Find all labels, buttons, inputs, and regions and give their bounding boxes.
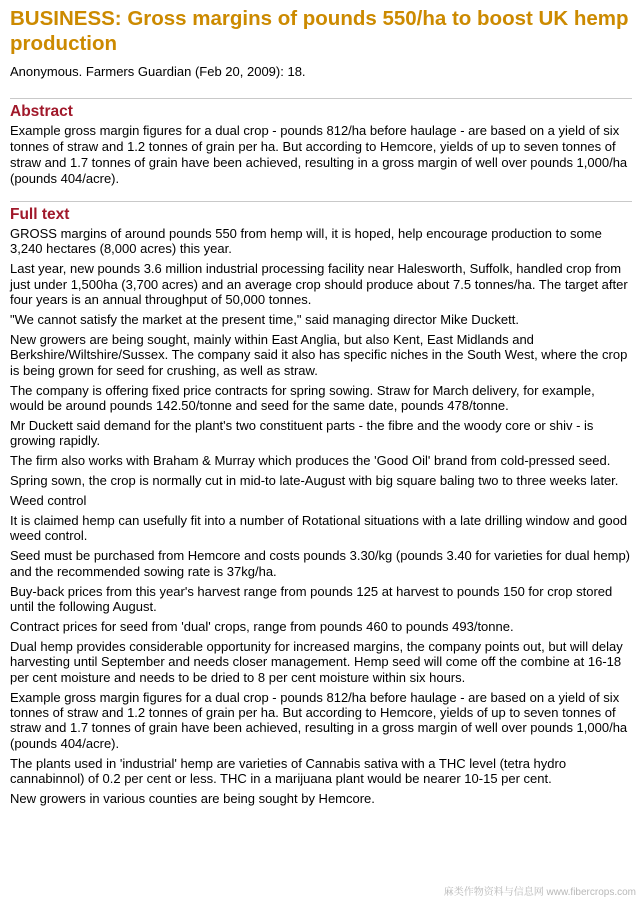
- fulltext-paragraph: The plants used in 'industrial' hemp are varieties of Cannabis sativa with a THC level (tetra hydro cannabinnol) of 0.2 per cent or less. THC in a marijuana plant would be nearer 10-15 per cent.: [10, 755, 567, 787]
- fulltext-paragraph: GROSS margins of around pounds 550 from hemp will, it is hoped, help encourage production to some 3,240 hectares (8,000 acres) this year.: [10, 226, 602, 257]
- site-watermark: 麻类作物资料与信息网 www.fibercrops.com: [443, 887, 636, 898]
- fulltext-paragraph: Contract prices for seed from 'dual' crops, range from pounds 460 to pounds 493/tonne.: [10, 618, 514, 634]
- fulltext-paragraph: Spring sown, the crop is normally cut in mid-to late-August with big square baling two to three weeks later.: [10, 473, 619, 489]
- article-title: BUSINESS: Gross margins of pounds 550/ha to boost UK hemp production: [10, 7, 629, 55]
- fulltext-paragraph: It is claimed hemp can usefully fit into a number of Rotational situations with a late drilling window and good weed control.: [10, 513, 628, 544]
- fulltext-paragraph: The company is offering fixed price contracts for spring sowing. Straw for March delivery, for example, would be around pounds 142.50/tonne and seed for the same date, pounds 478/tonne.: [10, 382, 595, 414]
- abstract-text: Example gross margin figures for a dual crop - pounds 812/ha before haulage - are based on a yield of six tonnes of straw and 1.2 tonnes of grain per ha. But according to Hemcore, yields of up to seven tonnes of straw and 1.7 tonnes of grain have been achieved, resulting in a gross margin of well over pounds 1,000/ha (pounds 404/acre).: [10, 123, 628, 186]
- fulltext-paragraph: Last year, new pounds 3.6 million industrial processing facility near Halesworth, Suffolk, handled crop from just under 1,500ha (3,700 acres) and an average crop should produce about 7.5 tonnes/ha. The target after four years is an annual throughput of 50,000 tonnes.: [10, 261, 628, 308]
- fulltext-body: [10, 226, 632, 806]
- fulltext-paragraph: Buy-back prices from this year's harvest range from pounds 125 at harvest to pounds 150 for crop stored until the following August.: [10, 583, 613, 615]
- fulltext-paragraph: The firm also works with Braham & Murray which produces the 'Good Oil' brand from cold-pressed seed.: [10, 453, 611, 469]
- abstract-heading: Abstract: [10, 98, 632, 121]
- fulltext-paragraph: Example gross margin figures for a dual crop - pounds 812/ha before haulage - are based on a yield of six tonnes of straw and 1.2 tonnes of grain per ha. But according to Hemcore, yields of up to seven tonnes of straw and 1.7 tonnes of grain have been achieved, resulting in a gross margin of well over pounds 1,000/ha (pounds 404/acre).: [10, 689, 628, 751]
- fulltext-paragraph: Mr Duckett said demand for the plant's two constituent parts - the fibre and the woody core or shiv - is growing rapidly.: [10, 417, 594, 449]
- article-citation: Anonymous. Farmers Guardian (Feb 20, 2009): 18.: [10, 64, 306, 79]
- fulltext-heading: Full text: [10, 201, 632, 224]
- fulltext-paragraph: Seed must be purchased from Hemcore and costs pounds 3.30/kg (pounds 3.40 for varieties for dual hemp) and the recommended sowing rate is 37kg/ha.: [10, 548, 631, 579]
- fulltext-paragraph: Dual hemp provides considerable opportunity for increased margins, the company points out, but will delay harvesting until September and needs closer management. Hemp seed will come off the combine at 16-18 per cent moisture and needs to be dried to 8 per cent moisture within six hours.: [10, 638, 623, 685]
- fulltext-paragraph: New growers are being sought, mainly within East Anglia, but also Kent, East Midlands and Berkshire/Wiltshire/Sussex. The company said it also has specific niches in the South West, where the crop is being grown for seed for crushing, as well as straw.: [10, 331, 628, 378]
- fulltext-subheading: Weed control: [10, 493, 87, 509]
- fulltext-paragraph: New growers in various counties are being sought by Hemcore.: [10, 791, 375, 806]
- fulltext-paragraph: "We cannot satisfy the market at the present time," said managing director Mike Duckett.: [10, 312, 519, 328]
